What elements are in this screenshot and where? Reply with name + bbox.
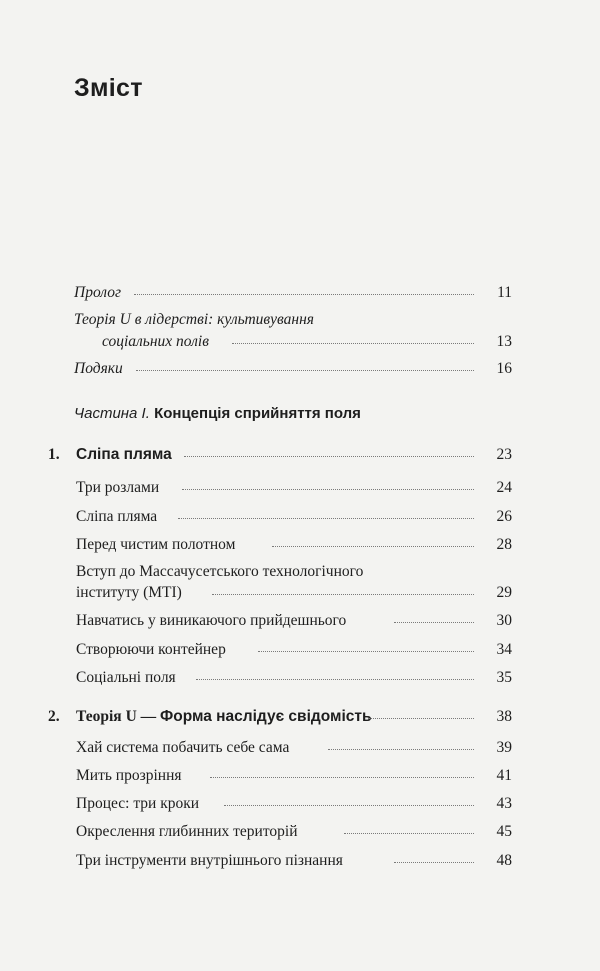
- chapter-number: 1.: [48, 446, 60, 463]
- toc-section-label-cont: інституту (MTI): [76, 584, 182, 601]
- part-prefix: Частина I.: [74, 405, 150, 422]
- toc-page-number: 30: [496, 612, 512, 629]
- toc-page-number: 34: [496, 641, 512, 658]
- chapter-title-dash: —: [136, 708, 161, 725]
- toc-entry-label: Пролог: [74, 284, 122, 301]
- part-title: Концепція сприйняття поля: [154, 405, 361, 422]
- toc-section[interactable]: [0, 820, 600, 844]
- toc-page-number: 28: [496, 536, 512, 553]
- toc-section-label: Хай система побачить себе сама: [76, 739, 290, 756]
- toc-section[interactable]: [0, 792, 600, 816]
- dot-leader: [394, 622, 474, 623]
- toc-entry-acknowledgements[interactable]: [0, 357, 600, 381]
- dot-leader: [196, 679, 474, 680]
- toc-page-number: 24: [496, 479, 512, 496]
- chapter-title: Сліпа пляма: [76, 446, 172, 463]
- dot-leader: [232, 343, 474, 344]
- dot-leader: [394, 862, 474, 863]
- toc-section-label: Три інструменти внутрішнього пізнання: [76, 852, 343, 869]
- dot-leader: [224, 805, 474, 806]
- toc-section-label[interactable]: Вступ до Массачусетського технологічного: [76, 563, 364, 580]
- dot-leader: [184, 456, 474, 457]
- toc-page-number: 35: [496, 669, 512, 686]
- toc-entry-label[interactable]: Теорія U в лідерстві: культивування: [74, 311, 314, 328]
- dot-leader: [210, 777, 474, 778]
- toc-page-number: 38: [496, 708, 512, 725]
- toc-section-label: Окреслення глибинних територій: [76, 823, 298, 840]
- toc-page-number: 13: [496, 333, 512, 350]
- toc-section-label: Соціальні поля: [76, 669, 176, 686]
- toc-entry-theory-u-leadership[interactable]: [0, 330, 600, 354]
- toc-section[interactable]: [0, 581, 600, 605]
- dot-leader: [134, 294, 474, 295]
- toc-entry-prologue[interactable]: [0, 281, 600, 305]
- toc-entry-label: Подяки: [74, 360, 123, 377]
- toc-page-number: 41: [496, 767, 512, 784]
- dot-leader: [272, 546, 474, 547]
- toc-section[interactable]: [0, 764, 600, 788]
- toc-page-number: 48: [496, 852, 512, 869]
- dot-leader: [182, 489, 474, 490]
- toc-section-label: Перед чистим полотном: [76, 536, 236, 553]
- part-heading[interactable]: [74, 402, 361, 426]
- chapter-number: 2.: [48, 708, 60, 725]
- toc-page-number: 45: [496, 823, 512, 840]
- toc-section[interactable]: [0, 849, 600, 873]
- toc-section[interactable]: [0, 476, 600, 500]
- toc-chapter-1[interactable]: [0, 443, 600, 467]
- dot-leader: [136, 370, 474, 371]
- toc-section[interactable]: [0, 505, 600, 529]
- dot-leader: [258, 651, 474, 652]
- toc-chapter-2[interactable]: [0, 705, 600, 729]
- toc-section-label: Мить прозріння: [76, 767, 182, 784]
- toc-page-number: 26: [496, 508, 512, 525]
- toc-section[interactable]: [0, 533, 600, 557]
- page-title: Зміст: [74, 74, 143, 102]
- chapter-title-part-b: Форма наслідує свідомість: [160, 708, 372, 725]
- toc-page-number: 29: [496, 584, 512, 601]
- chapter-title-part-a: Теорія U: [76, 708, 137, 725]
- dot-leader: [212, 594, 474, 595]
- chapter-title: [76, 705, 372, 729]
- dot-leader: [328, 749, 474, 750]
- toc-section[interactable]: [0, 638, 600, 662]
- toc-section-label: Сліпа пляма: [76, 508, 158, 525]
- toc-entry-label-cont: соціальних полів: [102, 333, 209, 350]
- toc-section[interactable]: [0, 736, 600, 760]
- toc-section[interactable]: [0, 666, 600, 690]
- toc-section-label: Три розлами: [76, 479, 160, 496]
- dot-leader: [368, 718, 474, 719]
- toc-section-label: Створюючи контейнер: [76, 641, 226, 658]
- dot-leader: [344, 833, 474, 834]
- toc-section[interactable]: [0, 609, 600, 633]
- toc-page-number: 43: [496, 795, 512, 812]
- toc-page-number: 16: [496, 360, 512, 377]
- toc-section-label: Навчатись у виникаючого прийдешнього: [76, 612, 347, 629]
- toc-page-number: 11: [497, 284, 512, 301]
- dot-leader: [178, 518, 474, 519]
- toc-page-number: 39: [496, 739, 512, 756]
- toc-section-label: Процес: три кроки: [76, 795, 200, 812]
- toc-page-number: 23: [496, 446, 512, 463]
